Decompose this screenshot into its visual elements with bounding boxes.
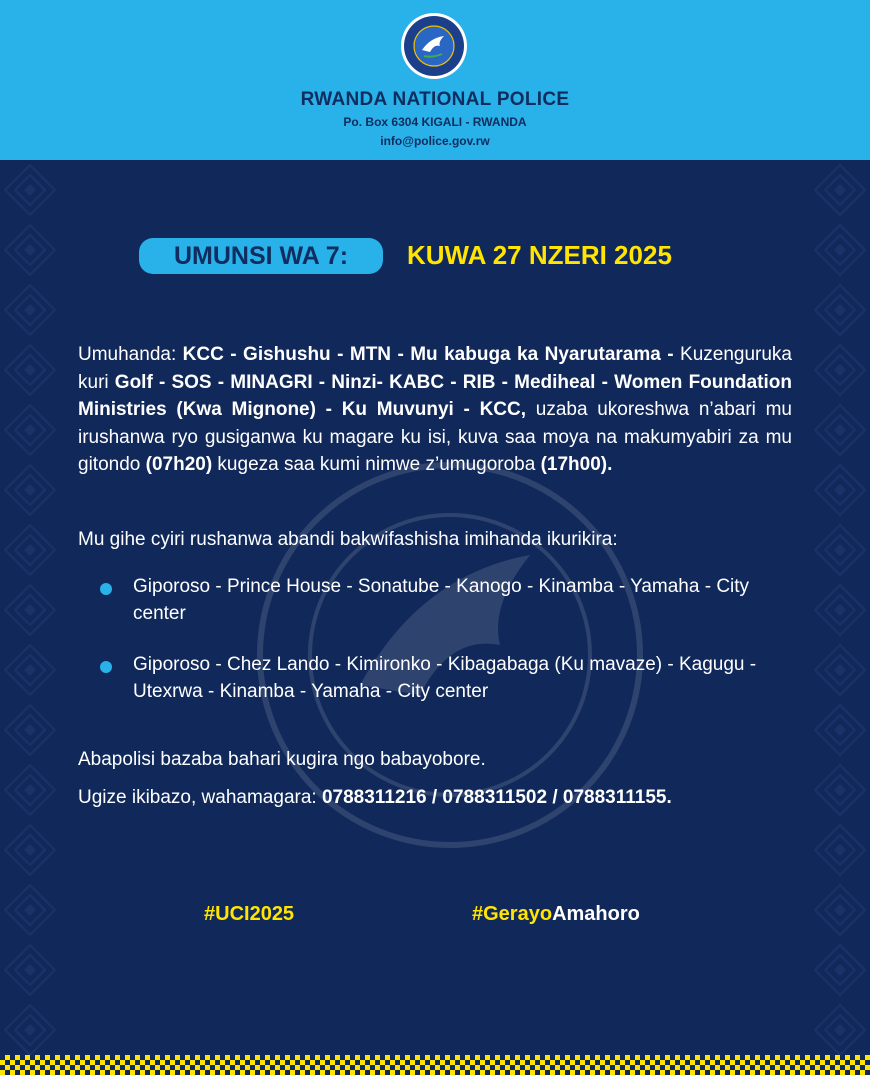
route-mid-1: Kuzenguruka kuri <box>78 344 792 393</box>
route-prefix: Umuhanda: <box>78 344 183 365</box>
checkered-footer-stripe <box>0 1055 870 1075</box>
event-date: KUWA 27 NZERI 2025 <box>407 240 672 270</box>
org-address: Po. Box 6304 KIGALI - RWANDA <box>343 115 527 129</box>
route-mid-3: kugeza saa kumi nimwe z’umugoroba <box>212 454 541 475</box>
alternative-route-1: Giporoso - Prince House - Sonatube - Kanogo - Kinamba - Yamaha - City center <box>133 576 750 624</box>
header-banner <box>0 0 870 160</box>
contact-prefix: Ugize ikibazo, wahamagara: <box>78 787 322 808</box>
hashtag-part-gerayo: #Gerayo <box>472 903 553 925</box>
bullet-icon <box>100 583 112 595</box>
end-time: (17h00). <box>540 454 613 475</box>
alternatives-intro: Mu gihe cyiri rushanwa abandi bakwifashisha imihanda ikurikira: <box>78 529 618 550</box>
hashtag-uci[interactable]: #UCI2025 <box>204 903 295 925</box>
left-pattern-border <box>0 160 60 1055</box>
route-mid-2: uzaba ukoreshwa n’abari mu irushanwa ryo gusiganwa ku magare ku isi, kuva saa moya na makumyabiri za mu gitondo <box>78 399 792 475</box>
org-name: RWANDA NATIONAL POLICE <box>300 89 570 110</box>
hashtag-gerayo-amahoro[interactable] <box>472 903 640 926</box>
route-path-2: Golf - SOS - MINAGRI - Ninzi- KABC - RIB - Mediheal - Women Foundation Ministries (Kwa Mignone) - Ku Muvunyi - KCC, <box>78 371 792 420</box>
police-note: Abapolisi bazaba bahari kugira ngo babayobore. <box>78 749 486 770</box>
hashtag-part-amahoro: Amahoro <box>552 903 640 925</box>
start-time: (07h20) <box>145 454 213 475</box>
day-badge: UMUNSI WA 7: <box>139 238 383 274</box>
org-email: info@police.gov.rw <box>380 134 490 148</box>
alternative-route-2: Giporoso - Chez Lando - Kimironko - Kibagabaga (Ku mavaze) - Kagugu -Utexrwa - Kinamba - Yamaha - City center <box>133 654 757 702</box>
right-pattern-border <box>810 160 870 1055</box>
contact-line <box>78 784 792 812</box>
route-path-1: KCC - Gishushu - MTN - Mu kabuga ka Nyarutarama - <box>182 344 674 365</box>
contact-numbers: 0788311216 / 0788311502 / 0788311155. <box>321 787 672 808</box>
bullet-icon <box>100 661 112 673</box>
police-emblem-icon <box>400 12 468 80</box>
route-paragraph <box>78 341 792 479</box>
